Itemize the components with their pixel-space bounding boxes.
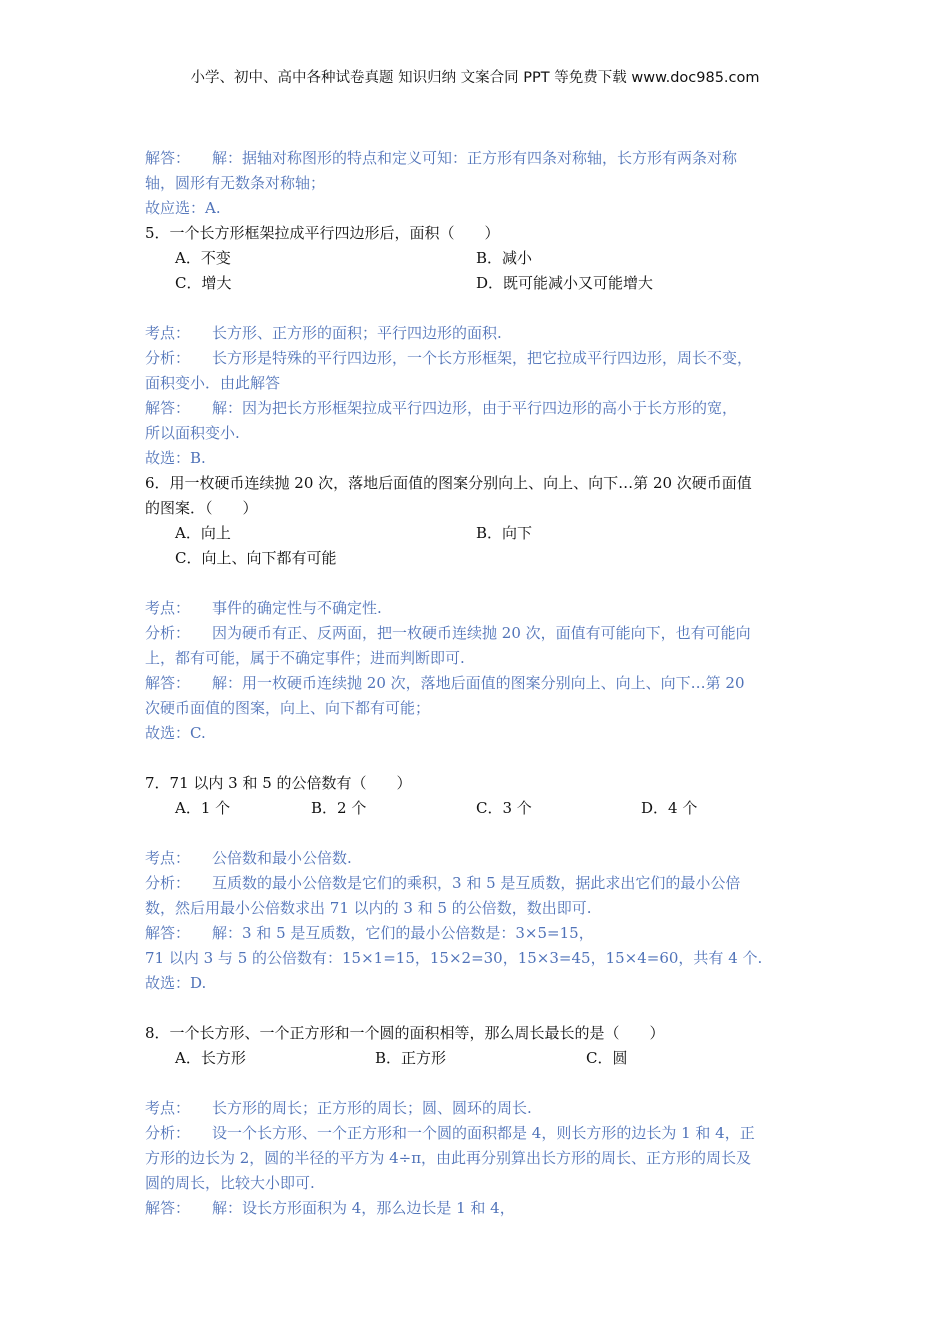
- q5-options-row1: [145, 246, 810, 271]
- q7-option-a: A．1 个: [175, 799, 231, 817]
- q5-fenxi-line1: 分析： 长方形是特殊的平行四边形，一个长方形框架，把它拉成平行四边形，周长不变，: [145, 349, 753, 367]
- q5-option-d: D．既可能减小又可能增大: [476, 274, 654, 292]
- q5-kaodian: 考点： 长方形、正方形的面积；平行四边形的面积.: [145, 324, 502, 342]
- q8-fenxi-line2: 方形的边长为 2，圆的半径的平方为 4÷π，由此再分别算出长方形的周长、正方形的周长及: [145, 1149, 752, 1167]
- q6-jieda-line2: 次硬币面值的图案，向上、向下都有可能；: [145, 699, 431, 717]
- q5-stem: 5．一个长方形框架拉成平行四边形后，面积（ ）: [145, 224, 500, 242]
- q5-options-row2: [145, 271, 810, 296]
- q6-options-row2: [145, 546, 810, 571]
- q5-choice: 故选：B.: [145, 449, 206, 467]
- q6-stem-line2: 的图案．（ ）: [145, 499, 258, 517]
- q7-fenxi-line1: 分析： 互质数的最小公倍数是它们的乘积，3 和 5 是互质数，据此求出它们的最小公倍: [145, 874, 741, 892]
- q7-stem: 7．71 以内 3 和 5 的公倍数有（ ）: [145, 774, 412, 792]
- q6-fenxi-line2: 上，都有可能，属于不确定事件；进而判断即可.: [145, 649, 465, 667]
- q5-jieda-line2: 所以面积变小.: [145, 424, 240, 442]
- q4-answer-line2: 轴，圆形有无数条对称轴；: [145, 174, 326, 192]
- q5-option-b: B．减小: [476, 249, 533, 267]
- q8-option-a: A．长方形: [175, 1049, 246, 1067]
- q7-choice: 故选：D.: [145, 974, 207, 992]
- q8-fenxi-line1: 分析： 设一个长方形、一个正方形和一个圆的面积都是 4，则长方形的边长为 1 和 4，正: [145, 1124, 755, 1142]
- q8-kaodian: 考点： 长方形的周长；正方形的周长；圆、圆环的周长.: [145, 1099, 532, 1117]
- q6-choice: 故选：C.: [145, 724, 206, 742]
- page-header: 小学、初中、高中各种试卷真题 知识归纳 文案合同 PPT 等免费下载 www.doc985.com: [190, 70, 760, 86]
- q7-jieda-line1: 解答： 解：3 和 5 是互质数，它们的最小公倍数是：3×5=15，: [145, 924, 594, 942]
- q8-jieda-line1: 解答： 解：设长方形面积为 4，那么边长是 1 和 4，: [145, 1199, 515, 1217]
- q7-kaodian: 考点： 公倍数和最小公倍数.: [145, 849, 352, 867]
- q6-option-b: B．向下: [476, 524, 533, 542]
- q6-kaodian: 考点： 事件的确定性与不确定性.: [145, 599, 382, 617]
- q6-option-c: C．向上、向下都有可能: [175, 549, 337, 567]
- q8-option-c: C．圆: [586, 1049, 628, 1067]
- q8-option-b: B．正方形: [375, 1049, 447, 1067]
- q7-option-c: C．3 个: [476, 799, 532, 817]
- q7-fenxi-line2: 数，然后用最小公倍数求出 71 以内的 3 和 5 的公倍数，数出即可.: [145, 899, 592, 917]
- q6-options-row1: [145, 521, 810, 546]
- q7-options: [145, 796, 810, 821]
- q5-fenxi-line2: 面积变小．由此解答: [145, 374, 281, 392]
- q4-choice: 故应选：A.: [145, 199, 221, 217]
- q8-stem: 8．一个长方形、一个正方形和一个圆的面积相等，那么周长最长的是（ ）: [145, 1024, 665, 1042]
- q8-fenxi-line3: 圆的周长，比较大小即可.: [145, 1174, 315, 1192]
- q6-jieda-line1: 解答： 解：用一枚硬币连续抛 20 次，落地后面值的图案分别向上、向上、向下…第 20: [145, 674, 745, 692]
- q7-jieda-line2: 71 以内 3 与 5 的公倍数有：15×1=15，15×2=30，15×3=45，15×4=60，共有 4 个.: [145, 949, 763, 967]
- q4-answer-line1: 解答： 解：据轴对称图形的特点和定义可知：正方形有四条对称轴，长方形有两条对称: [145, 149, 738, 167]
- q6-option-a: A．向上: [175, 524, 231, 542]
- q5-option-a: A．不变: [175, 249, 231, 267]
- q5-jieda-line1: 解答： 解：因为把长方形框架拉成平行四边形，由于平行四边形的高小于长方形的宽，: [145, 399, 738, 417]
- q5-option-c: C．增大: [175, 274, 232, 292]
- q6-fenxi-line1: 分析： 因为硬币有正、反两面，把一枚硬币连续抛 20 次，面值有可能向下，也有可能向: [145, 624, 751, 642]
- q7-option-b: B．2 个: [311, 799, 367, 817]
- q7-option-d: D．4 个: [641, 799, 698, 817]
- q6-stem-line1: 6．用一枚硬币连续抛 20 次，落地后面值的图案分别向上、向上、向下…第 20 次硬币面值: [145, 474, 752, 492]
- document-body: [145, 146, 810, 1221]
- q8-options: [145, 1046, 810, 1071]
